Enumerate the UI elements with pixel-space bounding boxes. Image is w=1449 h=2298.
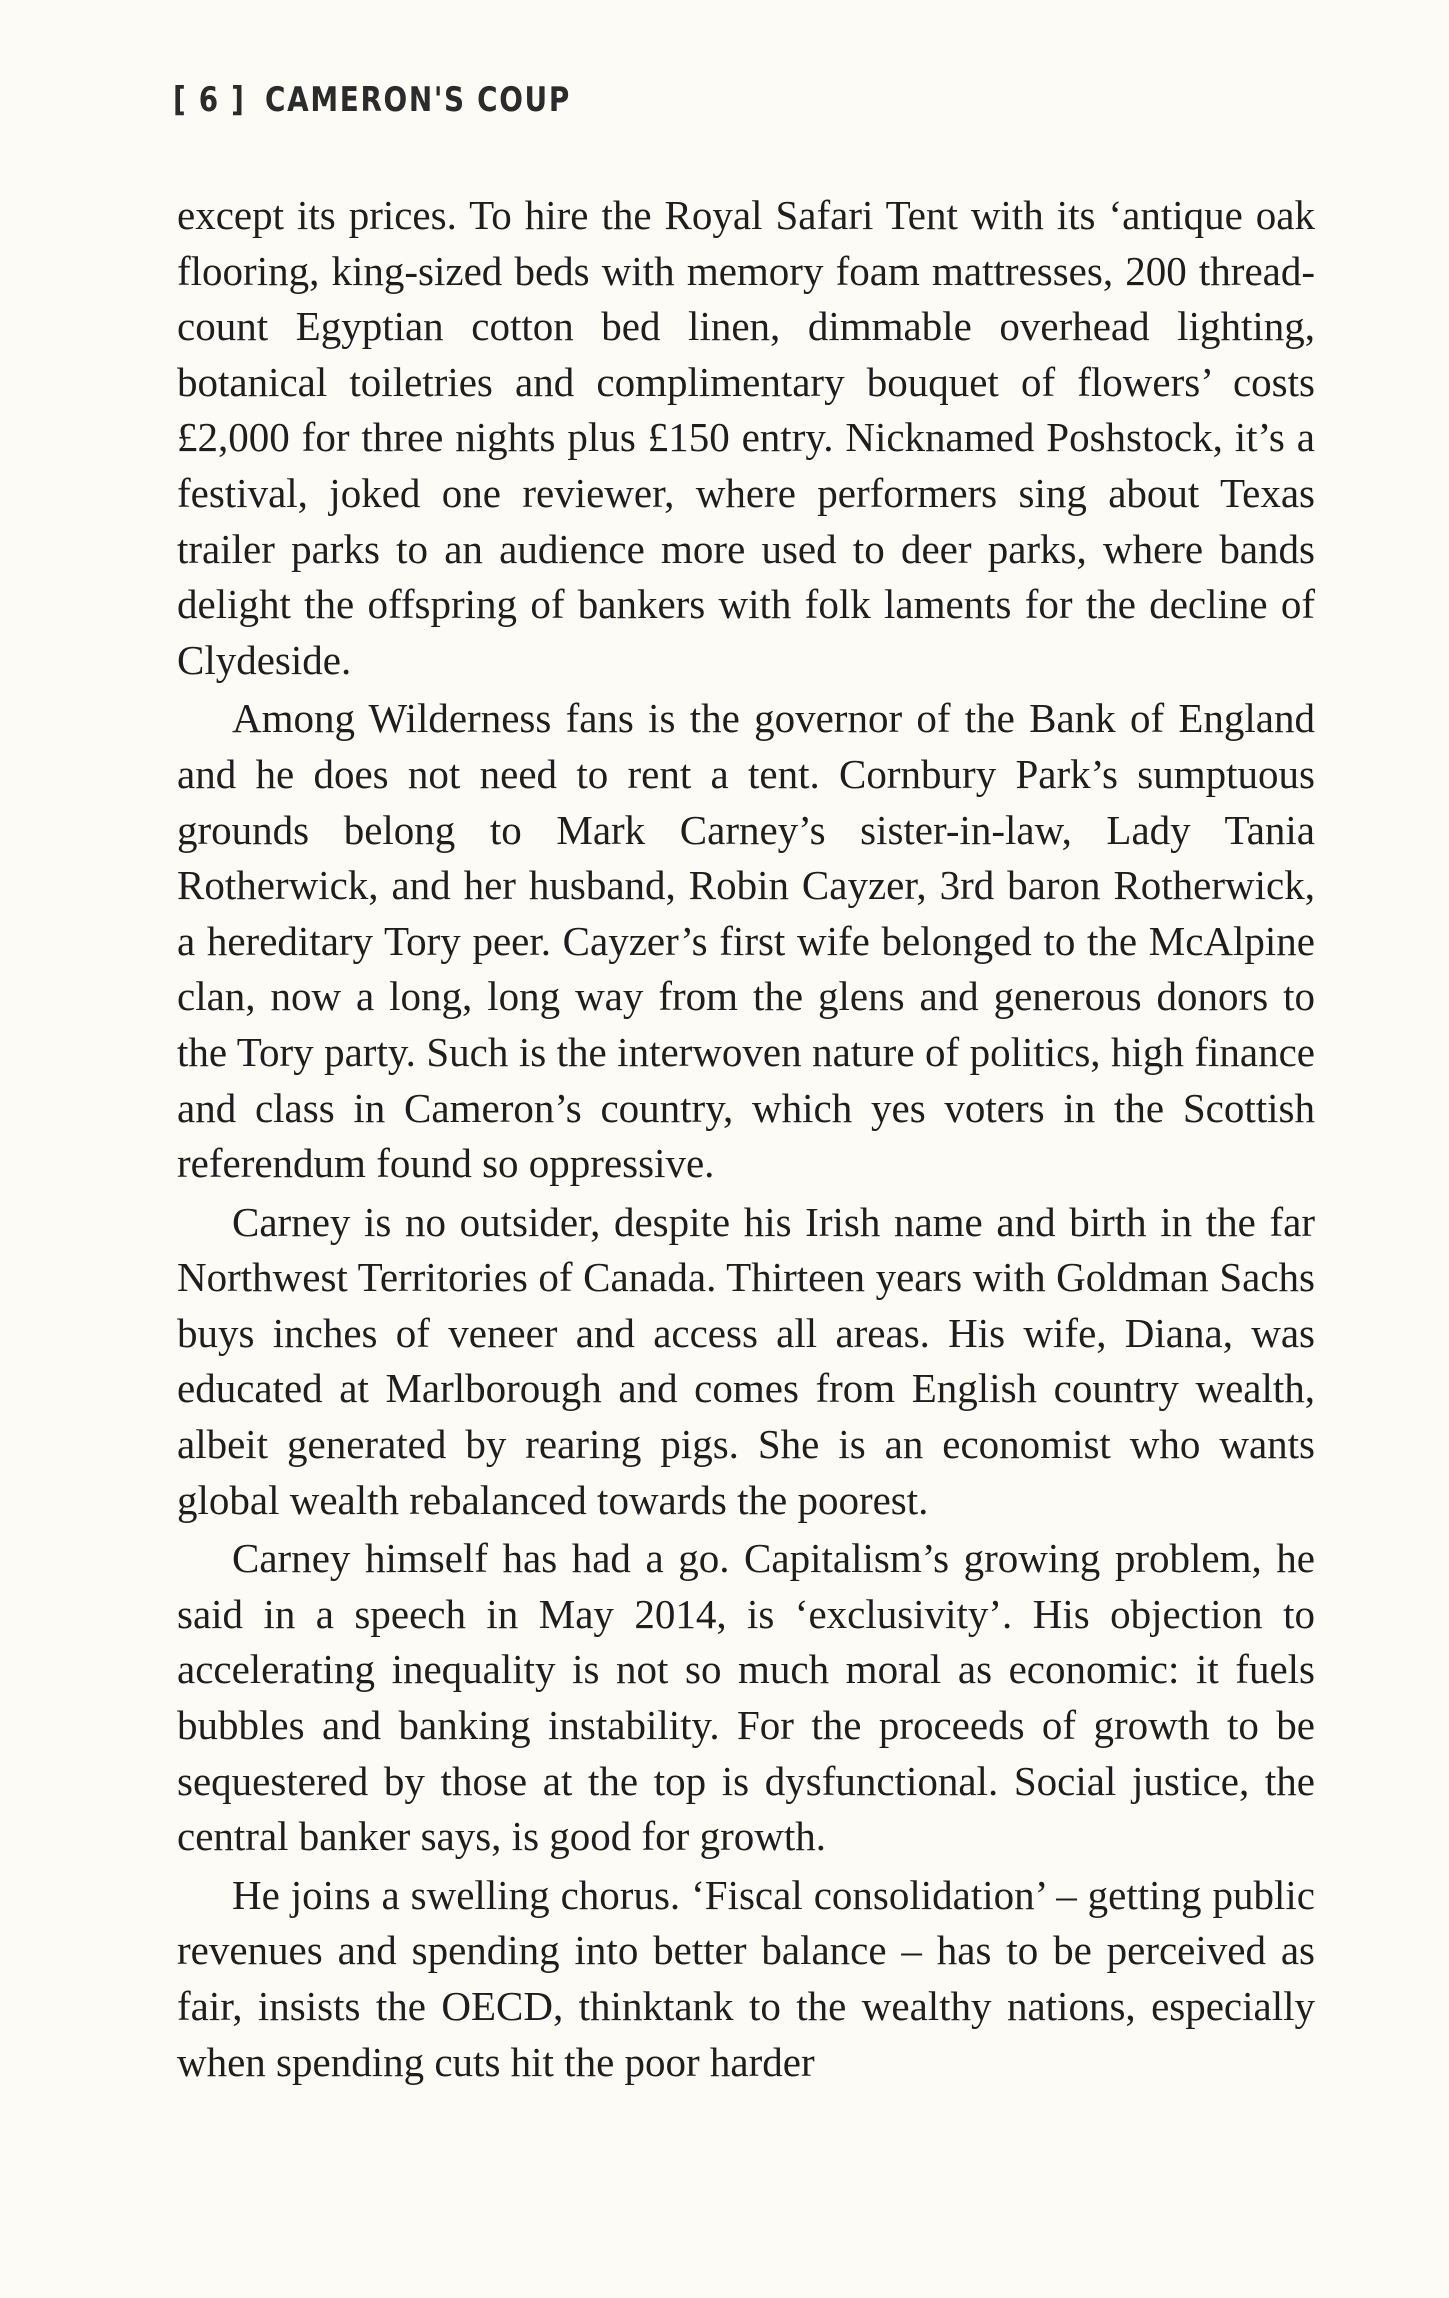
body-text — [177, 188, 1315, 2093]
page-number: [ 6 ] — [173, 80, 246, 120]
running-title: CAMERON'S COUP — [265, 80, 571, 120]
running-head — [173, 80, 571, 120]
paragraph-2: Among Wilderness fans is the governor of the Bank of England and he does not need to rent a tent. Cornbury Park’s sumptuous grounds belong to Mark Carney’s sister-in-law, Lady Tania Rotherwick, and her husband, Robin Cayzer, 3rd baron Rotherwick, a hereditary Tory peer. Cayzer’s first wife belonged to the McAlpine clan, now a long, long way from the glens and generous donors to the Tory party. Such is the interwoven nature of politics, high finance and class in Cameron’s country, which yes voters in the Scottish referendum found so oppressive. — [177, 695, 1315, 1187]
paragraph-4: Carney himself has had a go. Capitalism’s growing problem, he said in a speech in May 2014, is ‘exclusivity’. His objection to accelerating inequality is not so much moral as economic: it fuels bubbles and banking instability. For the proceeds of growth to be sequestered by those at the top is dysfunctional. Social justice, the central banker says, is good for growth. — [177, 1535, 1315, 1860]
paragraph-1: except its prices. To hire the Royal Safari Tent with its ‘antique oak flooring, king-sized beds with memory foam mattresses, 200 thread-count Egyptian cotton bed linen, dimmable overhead lighting, botanical toiletries and complimentary bouquet of flowers’ costs £2,000 for three nights plus £150 entry. Nicknamed Poshstock, it’s a festival, joked one reviewer, where performers sing about Texas trailer parks to an audience more used to deer parks, where bands delight the offspring of bankers with folk laments for the decline of Clydeside. — [177, 192, 1315, 683]
paragraph-5: He joins a swelling chorus. ‘Fiscal consolidation’ – getting public revenues and spending into better balance – has to be perceived as fair, insists the OECD, thinktank to the wealthy nations, especially when spending cuts hit the poor harder — [177, 1871, 1315, 2085]
paragraph-3: Carney is no outsider, despite his Irish name and birth in the far Northwest Territories of Canada. Thirteen years with Goldman Sachs buys inches of veneer and access all areas. His wife, Diana, was educated at Marlborough and comes from English country wealth, albeit generated by rearing pigs. She is an economist who wants global wealth rebalanced towards the poorest. — [177, 1198, 1315, 1523]
